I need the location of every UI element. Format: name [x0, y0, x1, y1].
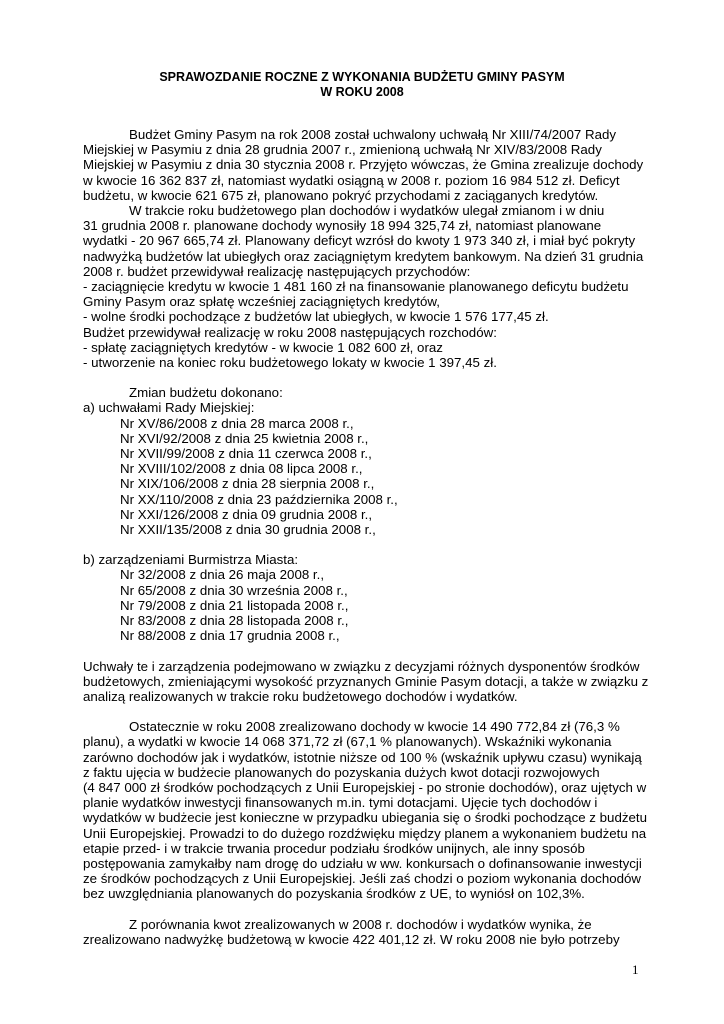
blank-line — [83, 370, 659, 385]
text-line: 2008 r. budżet przewidywał realizację następujących przychodów: — [83, 263, 471, 279]
text-line: Nr XVII/99/2008 z dnia 11 czerwca 2008 r., — [120, 446, 372, 462]
text-line: budżetowych, zmieniającymi wysokość przyznanych Gminie Pasym dotacji, a także w związku z — [83, 673, 649, 689]
text-line: Zmian budżetu dokonano: — [129, 385, 283, 401]
blank-line — [83, 704, 659, 719]
text-line: - zaciągnięcie kredytu w kwocie 1 481 160 zł na finansowanie planowanego deficytu budżetu — [83, 279, 629, 295]
blank-line — [83, 537, 659, 552]
text-line: Nr XIX/106/2008 z dnia 28 sierpnia 2008 r., — [120, 476, 375, 492]
title-line-2: W ROKU 2008 — [320, 85, 404, 99]
text-line: Budżet przewidywał realizację w roku 2008 następujących rozchodów: — [83, 324, 497, 340]
text-line: Nr XVIII/102/2008 z dnia 08 lipca 2008 r., — [120, 461, 363, 477]
text-line: b) zarządzeniami Burmistrza Miasta: — [83, 552, 299, 568]
text-line: bez uwzględniania planowanych do pozyskania środków z UE, to wyniósł on 102,3%. — [83, 886, 585, 902]
text-line: z faktu ujęcia w budżecie planowanych do pozyskania dużych kwot dotacji rozwojowych — [83, 764, 600, 780]
title-line-1: SPRAWOZDANIE ROCZNE Z WYKONANIA BUDŻETU GMINY PASYM — [159, 70, 565, 84]
text-line: postępowania zamykałby nam drogę do udziału w ww. konkursach o dofinansowanie inwestycji — [83, 855, 642, 871]
text-line: wydatków w budżecie jest konieczne w przypadku ubiegania się o środki pochodzące z budżetu — [83, 810, 647, 826]
text-line: Nr 79/2008 z dnia 21 listopada 2008 r., — [120, 597, 349, 613]
text-line: zrealizowano nadwyżkę budżetową w kwocie 422 401,12 zł. W roku 2008 nie było potrzeby — [83, 931, 620, 947]
text-line: etapie przed- i w trakcie trwania procedur podziału środków unijnych, ale inny sposób — [83, 840, 585, 856]
text-line: planie wydatków inwestycji finansowanych m.in. tymi dotacjami. Ujęcie tych dochodów i — [83, 795, 598, 811]
text-line: Nr XVI/92/2008 z dnia 25 kwietnia 2008 r., — [120, 430, 369, 446]
text-line: Z porównania kwot zrealizowanych w 2008 r. dochodów i wydatków wynika, że — [129, 916, 592, 932]
text-line: - utworzenie na koniec roku budżetowego lokaty w kwocie 1 397,45 zł. — [83, 355, 497, 371]
text-line: Budżet Gminy Pasym na rok 2008 został uchwalony uchwałą Nr XIII/74/2007 Rady — [129, 127, 617, 142]
text-line: W trakcie roku budżetowego plan dochodów i wydatków ulegał zmianom i w dniu — [129, 203, 605, 219]
page-number: 1 — [632, 962, 639, 977]
text-line: Nr XXI/126/2008 z dnia 09 grudnia 2008 r., — [120, 506, 373, 522]
text-line: analizą realizowanych w trakcie roku budżetowego dochodów i wydatków. — [83, 688, 518, 704]
text-line: Nr XX/110/2008 z dnia 23 października 2008 r., — [120, 491, 398, 507]
text-line: (4 847 000 zł środków pochodzących z Unii Europejskiej - po stronie dochodów), oraz ujętych w — [83, 779, 647, 795]
text-line: Nr XV/86/2008 z dnia 28 marca 2008 r., — [120, 415, 354, 431]
text-line: Nr XXII/135/2008 z dnia 30 grudnia 2008 r., — [120, 522, 376, 538]
text-line: budżetu, w kwocie 621 675 zł, planowano pokryć przychodami z zaciąganych kredytów. — [83, 187, 599, 203]
text-line: Miejskiej w Pasymiu z dnia 28 grudnia 2007 r., zmienioną uchwałą Nr XIV/83/2008 Rady — [83, 142, 602, 158]
text-line: a) uchwałami Rady Miejskiej: — [83, 400, 255, 416]
text-line: wydatki - 20 967 665,74 zł. Planowany deficyt wzrósł do kwoty 1 973 340 zł, i miał być pokryty — [83, 233, 636, 249]
document-title — [0, 70, 724, 100]
text-line: - spłatę zaciągniętych kredytów - w kwocie 1 082 600 zł, oraz — [83, 339, 443, 355]
text-line: 31 grudnia 2008 r. planowane dochody wynosiły 18 994 325,74 zł, natomiast planowane — [83, 218, 602, 234]
blank-line — [83, 644, 659, 659]
text-line: Uchwały te i zarządzenia podejmowano w związku z decyzjami różnych dysponentów środków — [83, 658, 640, 674]
text-line: - wolne środki pochodzące z budżetów lat ubiegłych, w kwocie 1 576 177,45 zł. — [83, 309, 549, 325]
document-body — [83, 127, 659, 947]
text-line: zarówno dochodów jak i wydatków, istotnie niższe od 100 % (wskaźnik upływu czasu) wynikają — [83, 749, 642, 765]
text-line: w kwocie 16 362 837 zł, natomiast wydatki osiągną w 2008 r. poziom 16 984 512 zł. Deficyt — [83, 172, 620, 188]
text-line: Gminy Pasym oraz spłatę wcześniej zaciągniętych kredytów, — [83, 294, 440, 310]
text-line: planu), a wydatki w kwocie 14 068 371,72 zł (67,1 % planowanych). Wskaźniki wykonania — [83, 734, 612, 750]
text-line: Nr 88/2008 z dnia 17 grudnia 2008 r., — [120, 628, 340, 644]
blank-line — [83, 902, 659, 917]
text-line: Ostatecznie w roku 2008 zrealizowano dochody w kwocie 14 490 772,84 zł (76,3 % — [129, 719, 620, 735]
text-line: Nr 65/2008 z dnia 30 września 2008 r., — [120, 582, 348, 598]
text-line: Nr 83/2008 z dnia 28 listopada 2008 r., — [120, 613, 349, 629]
text-line: Nr 32/2008 z dnia 26 maja 2008 r., — [120, 567, 325, 583]
text-line: Miejskiej w Pasymiu z dnia 30 stycznia 2008 r. Przyjęto wówczas, że Gmina zrealizuje dochody — [83, 157, 644, 173]
text-line: ze środków pochodzących z Unii Europejskiej. Jeśli zaś chodzi o poziom wykonania dochodów — [83, 871, 642, 887]
text-line: Unii Europejskiej. Prowadzi to do dużego rozdźwięku między planem a wykonaniem budżetu na — [83, 825, 647, 841]
text-line: nadwyżką budżetów lat ubiegłych oraz zaciągniętym kredytem bankowym. Na dzień 31 grudnia — [83, 248, 644, 264]
